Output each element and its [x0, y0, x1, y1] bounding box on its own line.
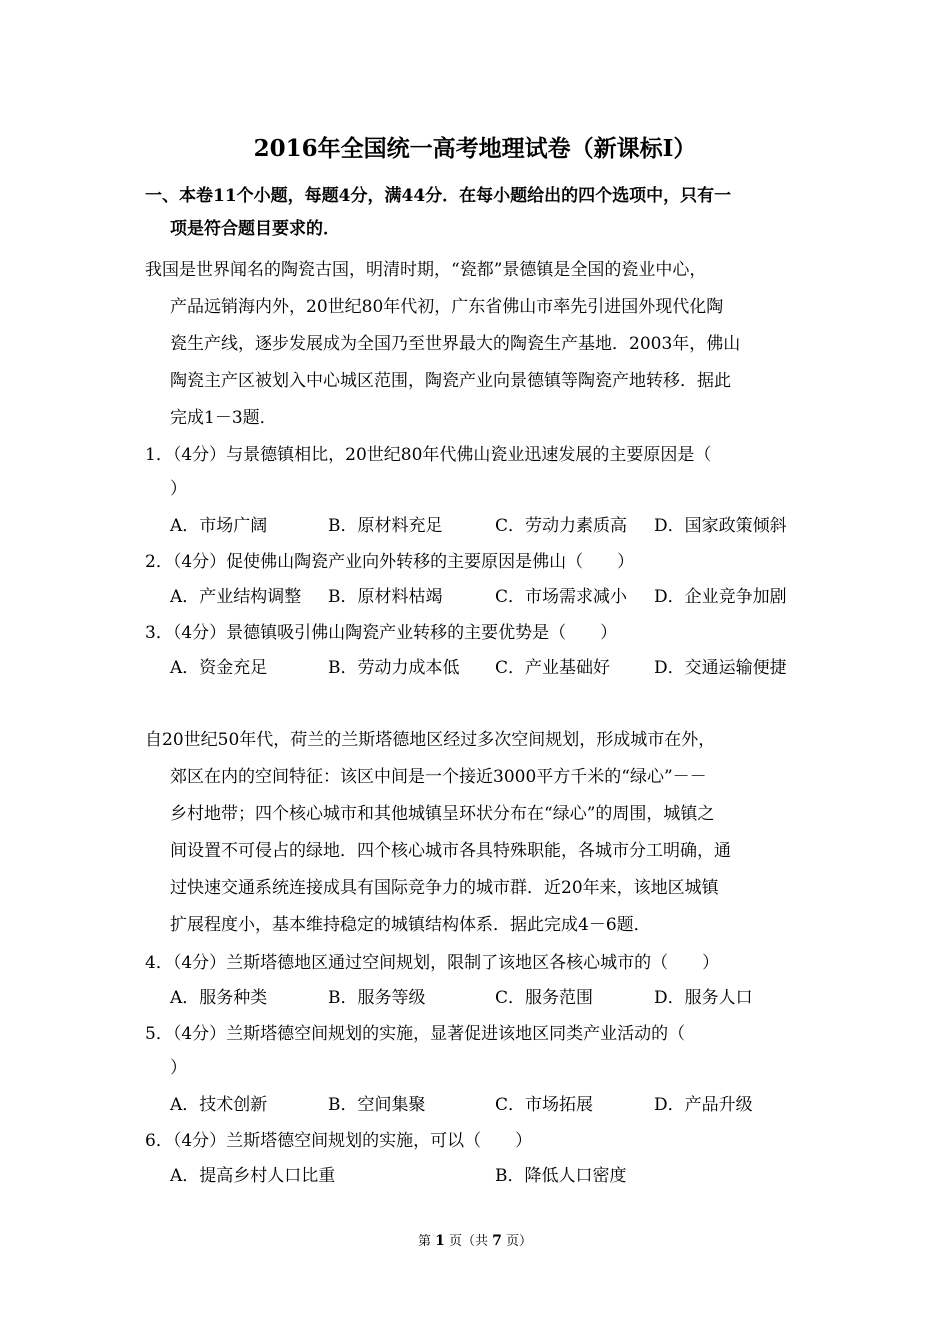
- question-stem: 6．（4分）兰斯塔德空间规划的实施，可以（ ）: [145, 1131, 533, 1151]
- passage-line: 过快速交通系统连接成具有国际竞争力的城市群．近20年来，该地区城镇: [170, 878, 719, 898]
- option-a[interactable]: A．提高乡村人口比重: [170, 1166, 336, 1186]
- option-d[interactable]: D．服务人口: [654, 988, 753, 1008]
- question-stem: 3．（4分）景德镇吸引佛山陶瓷产业转移的主要优势是（ ）: [145, 623, 618, 643]
- passage-line: 产品远销海内外，20世纪80年代初，广东省佛山市率先引进国外现代化陶: [170, 297, 724, 317]
- passage-line: 间设置不可侵占的绿地．四个核心城市各具特殊职能，各城市分工明确，通: [170, 841, 731, 861]
- question-4: [145, 946, 810, 980]
- option-d[interactable]: D．国家政策倾斜: [654, 516, 787, 536]
- passage-line: 自20世纪50年代，荷兰的兰斯塔德地区经过多次空间规划，形成城市在外，: [145, 730, 716, 750]
- passage-line: 扩展程度小，基本维持稳定的城镇结构体系．据此完成4－6题．: [170, 915, 651, 935]
- question-stem: ）: [170, 1058, 187, 1078]
- footer-page-number: 1: [435, 1233, 445, 1249]
- question-stem: 4．（4分）兰斯塔德地区通过空间规划，限制了该地区各核心城市的（ ）: [145, 953, 720, 973]
- option-b[interactable]: B．降低人口密度: [495, 1166, 627, 1186]
- question-6: [145, 1124, 810, 1158]
- passage-line: 郊区在内的空间特征：该区中间是一个接近3000平方千米的“绿心”－－: [170, 767, 707, 787]
- page-footer: [0, 1230, 950, 1249]
- option-c[interactable]: C．劳动力素质高: [495, 516, 628, 536]
- passage-line: 乡村地带；四个核心城市和其他城镇呈环状分布在“绿心”的周围，城镇之: [170, 804, 715, 824]
- passage-line: 完成1－3题．: [170, 408, 277, 428]
- passage-1: [145, 252, 805, 437]
- option-d[interactable]: D．交通运输便捷: [654, 658, 787, 678]
- option-b[interactable]: B．服务等级: [328, 988, 426, 1008]
- passage-line: 瓷生产线，逐步发展成为全国乃至世界最大的陶瓷生产基地．2003年，佛山: [170, 334, 741, 354]
- footer-middle: 页（共: [448, 1234, 488, 1249]
- option-a[interactable]: A．服务种类: [170, 988, 268, 1008]
- option-c[interactable]: C．市场需求减小: [495, 587, 628, 607]
- question-3: [145, 616, 810, 650]
- question-stem: 5．（4分）兰斯塔德空间规划的实施，显著促进该地区同类产业活动的（: [145, 1024, 686, 1044]
- footer-suffix: 页）: [506, 1234, 533, 1249]
- option-c[interactable]: C．市场拓展: [495, 1095, 594, 1115]
- footer-total-pages: 7: [492, 1233, 502, 1249]
- option-d[interactable]: D．产品升级: [654, 1095, 753, 1115]
- question-1: [145, 438, 810, 506]
- option-a[interactable]: A．市场广阔: [170, 516, 268, 536]
- option-d[interactable]: D．企业竞争加剧: [654, 587, 787, 607]
- passage-line: 我国是世界闻名的陶瓷古国，明清时期，“瓷都”景德镇是全国的瓷业中心，: [145, 260, 707, 280]
- question-stem: ）: [170, 479, 187, 499]
- option-c[interactable]: C．服务范围: [495, 988, 594, 1008]
- option-c[interactable]: C．产业基础好: [495, 658, 611, 678]
- section-heading: [145, 180, 815, 246]
- passage-line: 陶瓷主产区被划入中心城区范围，陶瓷产业向景德镇等陶瓷产地转移．据此: [170, 371, 731, 391]
- option-b[interactable]: B．原材料充足: [328, 516, 443, 536]
- question-stem: 2．（4分）促使佛山陶瓷产业向外转移的主要原因是佛山（ ）: [145, 552, 635, 572]
- section-heading-line: 项是符合题目要求的．: [170, 219, 340, 239]
- question-5: [145, 1017, 810, 1085]
- option-a[interactable]: A．资金充足: [170, 658, 268, 678]
- option-b[interactable]: B．原材料枯竭: [328, 587, 443, 607]
- footer-prefix: 第: [417, 1234, 431, 1249]
- question-2: [145, 545, 810, 579]
- passage-2: [145, 722, 805, 944]
- page-title: 2016年全国统一高考地理试卷（新课标Ⅰ）: [253, 135, 697, 162]
- option-b[interactable]: B．劳动力成本低: [328, 658, 460, 678]
- option-a[interactable]: A．技术创新: [170, 1095, 268, 1115]
- question-stem: 1．（4分）与景德镇相比，20世纪80年代佛山瓷业迅速发展的主要原因是（: [145, 445, 712, 465]
- option-a[interactable]: A．产业结构调整: [170, 587, 302, 607]
- section-heading-line: 一、本卷11个小题，每题4分，满44分．在每小题给出的四个选项中，只有一: [145, 186, 732, 206]
- option-b[interactable]: B．空间集聚: [328, 1095, 426, 1115]
